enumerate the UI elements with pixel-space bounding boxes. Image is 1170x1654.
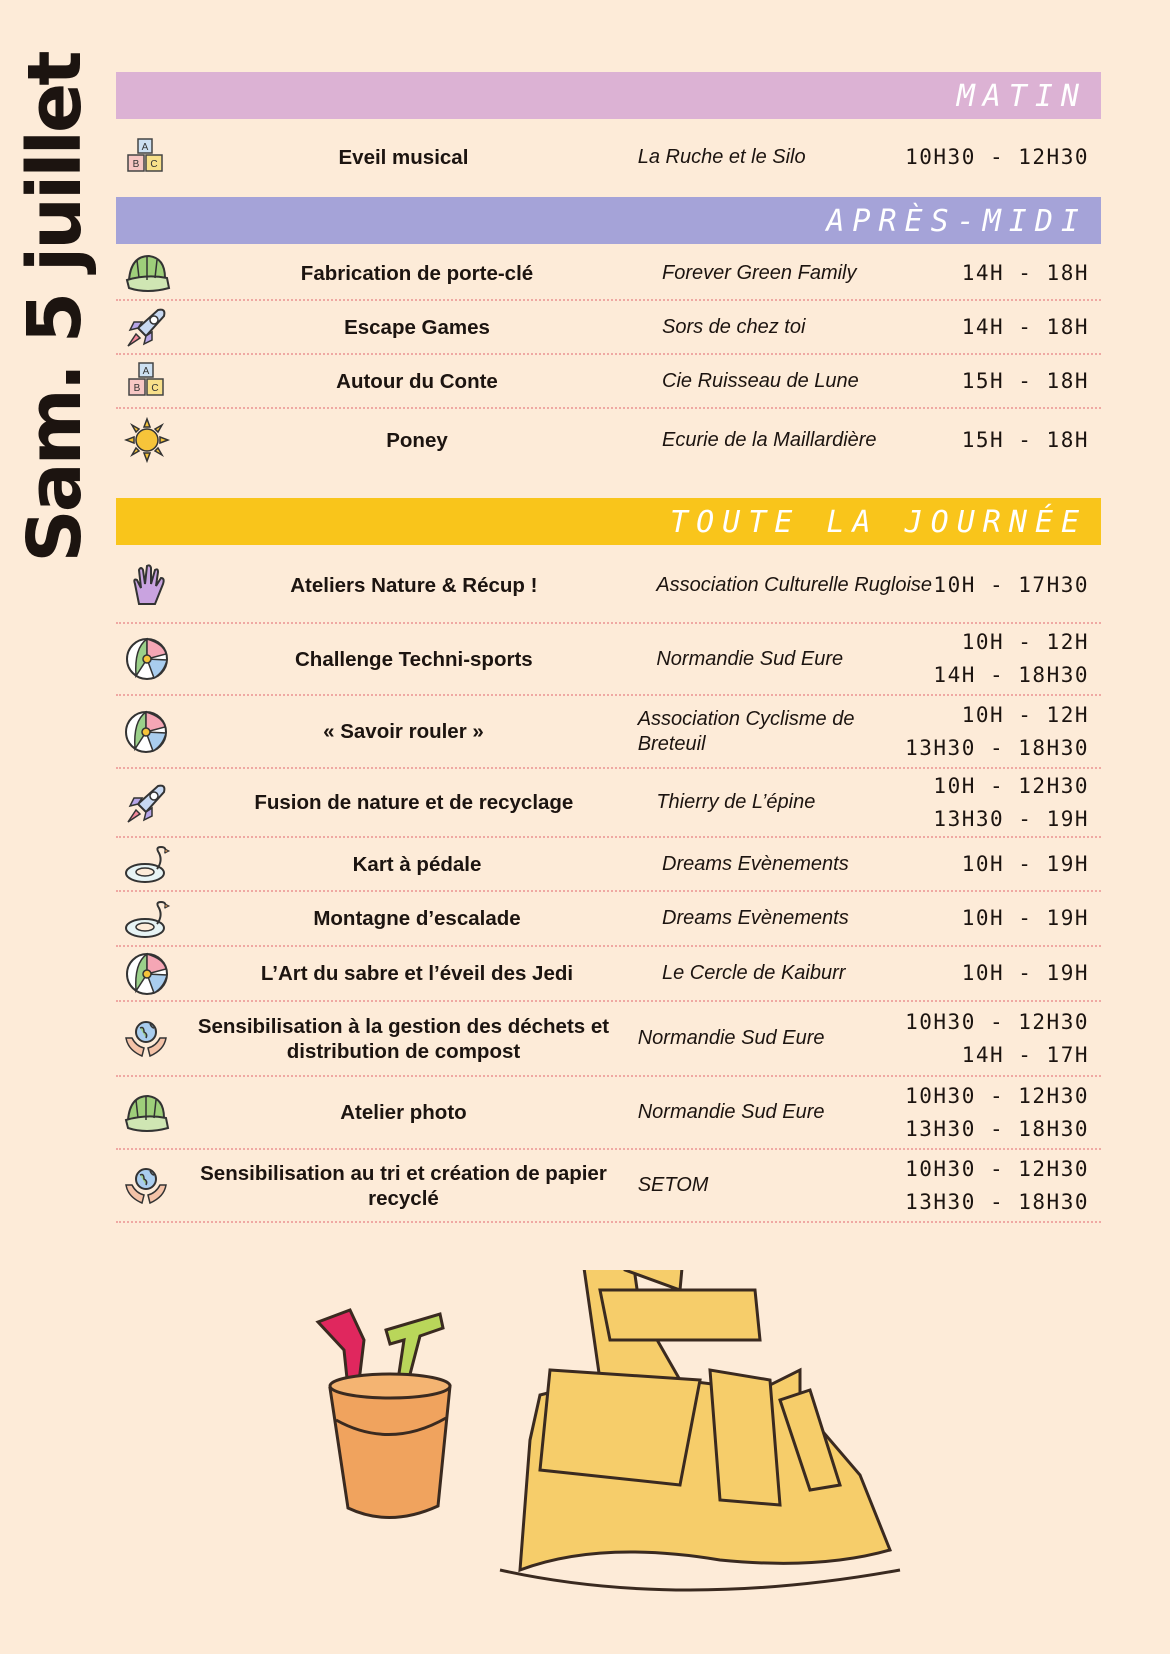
time-slot: 14H - 18H30 <box>933 663 1089 687</box>
rocket-icon <box>116 304 178 350</box>
schedule-row <box>116 947 1101 1002</box>
time-slot: 15H - 18H <box>961 368 1089 393</box>
organizer-name: Ecurie de la Maillardière <box>662 428 877 451</box>
beach-ball-icon <box>116 636 177 682</box>
activity-name: Sensibilisation à la gestion des déchets et distribution de compost <box>197 1014 610 1063</box>
organizer-name: Forever Green Family <box>662 261 857 284</box>
cap-icon <box>116 1090 175 1136</box>
organizer-name: Normandie Sud Eure <box>637 1101 825 1123</box>
section-header-apres-midi <box>116 197 1101 244</box>
schedule-row <box>116 301 1101 355</box>
time-slots <box>942 311 1101 344</box>
activity-name: « Savoir rouler » <box>323 720 484 743</box>
organizer-name: Normandie Sud Eure <box>656 647 844 670</box>
time-slots <box>942 957 1101 990</box>
activity-name: Autour du Conte <box>336 369 498 393</box>
time-slot: 10H - 12H <box>961 702 1089 727</box>
time-slots <box>942 257 1101 290</box>
schedule-row <box>116 892 1101 947</box>
time-slots <box>942 848 1101 881</box>
page-title: Sam. 5 juillet <box>12 52 98 563</box>
time-slot: 10H - 19H <box>961 961 1089 985</box>
schedule <box>116 72 1101 1223</box>
time-slot: 13H30 - 18H30 <box>905 1116 1089 1141</box>
schedule-row <box>116 838 1101 892</box>
schedule-row <box>116 1150 1101 1223</box>
svg-text:C: C <box>149 159 158 170</box>
section-header-matin <box>116 72 1101 119</box>
time-slot: 10H - 12H <box>961 630 1089 654</box>
time-slot: 14H - 17H <box>961 1042 1089 1067</box>
activity-name: Escape Games <box>344 315 490 339</box>
time-slot: 13H30 - 19H <box>933 806 1089 831</box>
time-slot: 13H30 - 18H30 <box>905 735 1089 760</box>
beach-ball-icon <box>116 951 178 997</box>
organizer-name: Cie Ruisseau de Lune <box>662 369 859 392</box>
beach-illustration <box>300 1270 920 1600</box>
section-label: APRÈS-MIDI <box>826 204 1087 239</box>
schedule-row <box>116 548 1101 624</box>
organizer-name: Normandie Sud Eure <box>637 1027 825 1049</box>
swan-float-icon <box>116 898 178 940</box>
section-header-toute-la-journee <box>116 498 1101 545</box>
activity-name: Montagne d’escalade <box>313 907 521 930</box>
abc-blocks-icon <box>116 135 175 179</box>
time-slots <box>933 569 1101 602</box>
time-slot: 14H - 18H <box>961 260 1089 285</box>
time-slot: 10H30 - 12H30 <box>905 1083 1089 1108</box>
time-slot: 10H30 - 12H30 <box>905 144 1089 169</box>
organizer-name: Association Culturelle Rugloise <box>656 573 933 596</box>
schedule-row <box>116 122 1101 192</box>
activity-name: Ateliers Nature & Récup ! <box>290 573 538 597</box>
schedule-row <box>116 1077 1101 1150</box>
organizer-name: Le Cercle de Kaiburr <box>662 962 846 984</box>
activity-name: Kart à pédale <box>352 852 482 876</box>
earth-hands-icon <box>116 1016 175 1062</box>
time-slot: 10H - 19H <box>961 851 1089 876</box>
time-slot: 10H - 12H30 <box>933 773 1089 798</box>
organizer-name: SETOM <box>637 1174 709 1196</box>
schedule-row <box>116 247 1101 301</box>
time-slots <box>905 1080 1101 1146</box>
time-slots <box>905 1153 1101 1219</box>
rocket-icon <box>116 780 177 826</box>
svg-text:B: B <box>133 383 141 394</box>
time-slots <box>905 1006 1101 1072</box>
section-label: TOUTE LA JOURNÉE <box>670 505 1087 540</box>
organizer-name: Dreams Evènements <box>662 907 849 929</box>
schedule-row <box>116 1002 1101 1077</box>
svg-text:B: B <box>132 159 139 170</box>
organizer-name: Dreams Evènements <box>662 852 849 875</box>
time-slot: 10H - 19H <box>961 906 1089 930</box>
beach-ball-icon <box>116 709 175 755</box>
schedule-row <box>116 769 1101 838</box>
activity-name: Fusion de nature et de recyclage <box>254 791 574 814</box>
schedule-row <box>116 409 1101 471</box>
cap-icon <box>116 250 178 296</box>
time-slot: 10H30 - 12H30 <box>905 1156 1089 1181</box>
activity-name: L’Art du sabre et l’éveil des Jedi <box>260 962 574 985</box>
abc-blocks-icon <box>116 359 178 403</box>
hand-icon <box>116 562 177 608</box>
svg-text:A: A <box>141 142 148 153</box>
time-slots <box>905 141 1101 174</box>
time-slots <box>942 365 1101 398</box>
time-slots <box>933 626 1101 692</box>
activity-name: Poney <box>386 428 448 452</box>
svg-text:A: A <box>142 366 150 377</box>
schedule-row <box>116 624 1101 696</box>
activity-name: Fabrication de porte-clé <box>300 261 534 285</box>
time-slot: 15H - 18H <box>961 427 1089 452</box>
organizer-name: La Ruche et le Silo <box>637 145 806 168</box>
swan-float-icon <box>116 843 178 885</box>
time-slots <box>942 424 1101 457</box>
organizer-name: Thierry de L’épine <box>656 791 816 813</box>
activity-name: Atelier photo <box>340 1101 467 1124</box>
activity-name: Challenge Techni-sports <box>295 647 533 671</box>
time-slots <box>933 770 1101 836</box>
sun-icon <box>116 417 178 463</box>
sand-bucket-icon <box>318 1310 450 1518</box>
activity-name: Eveil musical <box>338 145 469 169</box>
time-slots <box>942 902 1101 935</box>
organizer-name: Association Cyclisme de Breteuil <box>637 707 855 755</box>
time-slot: 13H30 - 18H30 <box>905 1189 1089 1214</box>
svg-text:C: C <box>151 383 159 394</box>
schedule-row <box>116 696 1101 769</box>
section-label: MATIN <box>956 79 1087 114</box>
time-slot: 14H - 18H <box>961 314 1089 339</box>
earth-hands-icon <box>116 1163 175 1209</box>
schedule-row <box>116 355 1101 409</box>
sandcastle-icon <box>500 1270 900 1590</box>
time-slot: 10H - 17H30 <box>933 572 1089 597</box>
organizer-name: Sors de chez toi <box>662 315 806 338</box>
time-slot: 10H30 - 12H30 <box>905 1009 1089 1034</box>
time-slots <box>905 699 1101 765</box>
activity-name: Sensibilisation au tri et création de papier recyclé <box>200 1161 607 1210</box>
